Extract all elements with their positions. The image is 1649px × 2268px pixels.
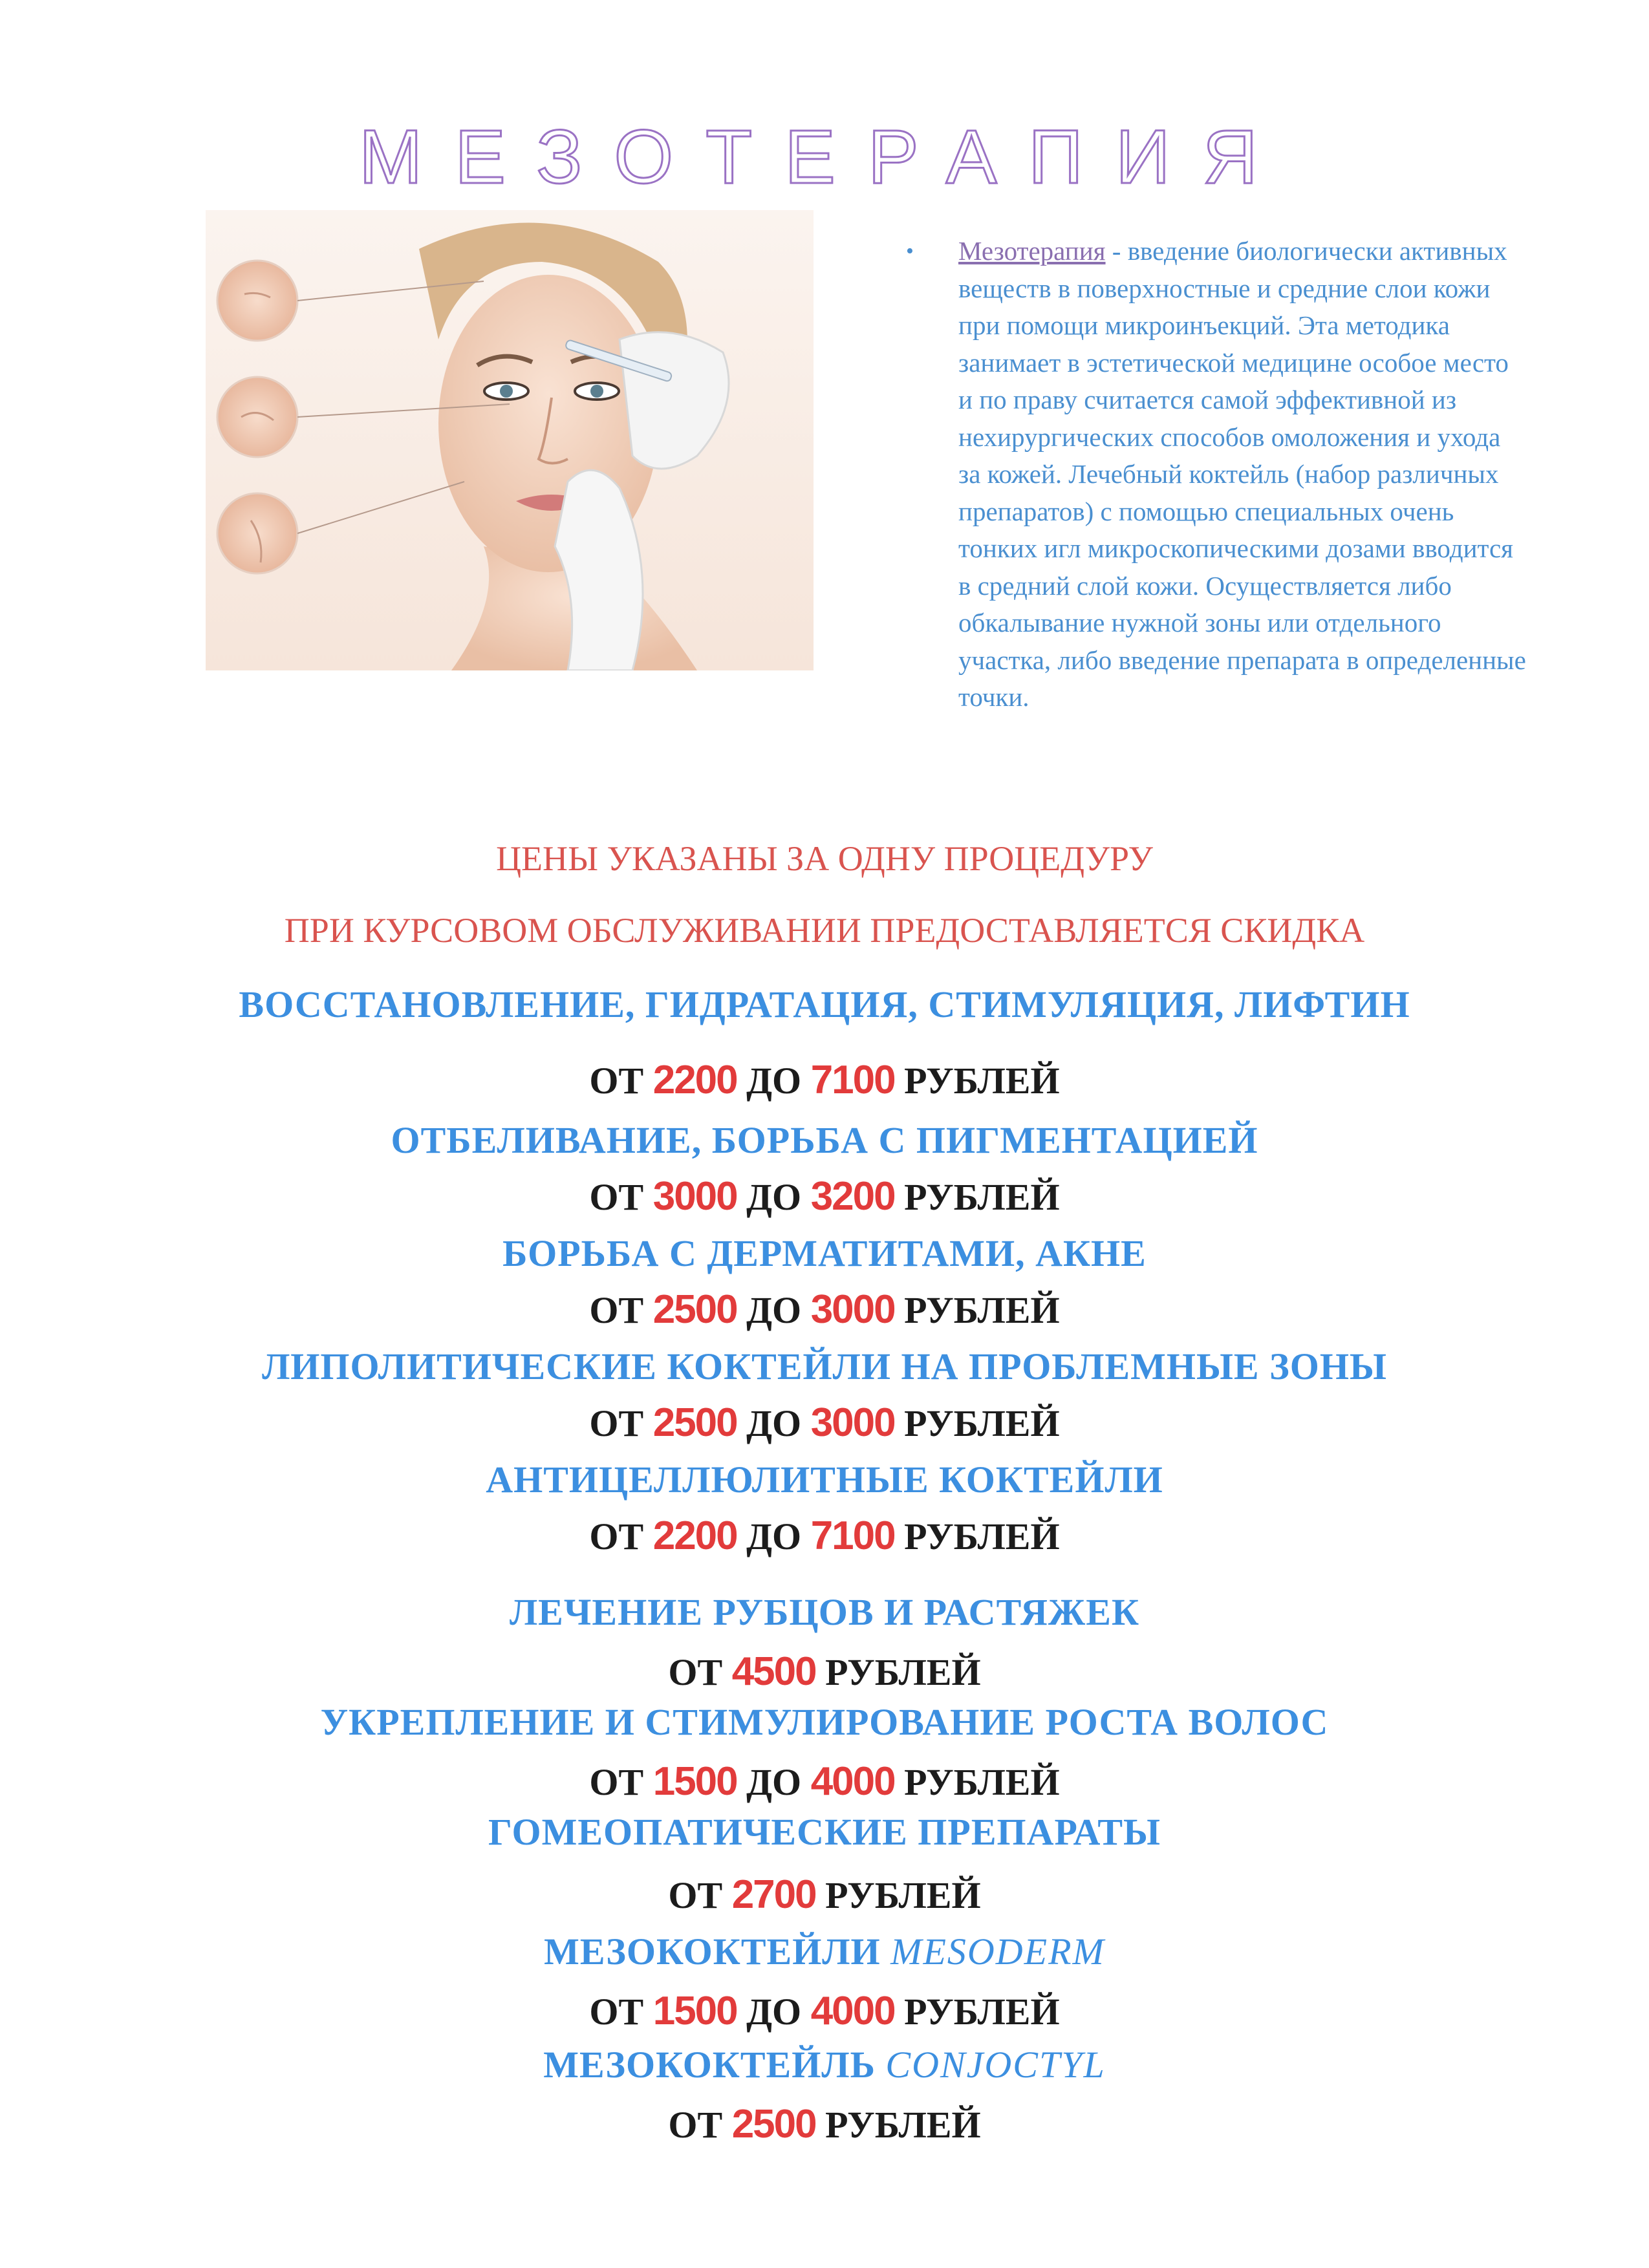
price-currency-label: РУБЛЕЙ [825, 2104, 981, 2146]
service-brand: MESODERM [890, 1931, 1105, 1973]
price-currency-label: РУБЛЕЙ [904, 1515, 1060, 1557]
service-name [0, 1930, 1649, 1973]
price-from-label: ОТ [668, 1874, 723, 1916]
price-to-label: ДО [746, 1176, 802, 1218]
service-name [0, 1590, 1649, 1634]
service-price [0, 1287, 1649, 1332]
service-title: АНТИЦЕЛЛЮЛИТНЫЕ КОКТЕЙЛИ [486, 1459, 1163, 1501]
bullet-icon: • [906, 239, 914, 263]
mesotherapy-photo [206, 210, 814, 670]
price-currency-label: РУБЛЕЙ [904, 1761, 1060, 1803]
service-name [0, 2043, 1649, 2086]
service-price [0, 1173, 1649, 1219]
service-title: ГОМЕОПАТИЧЕСКИЕ ПРЕПАРАТЫ [488, 1811, 1161, 1853]
price-from-value: 2700 [731, 1872, 816, 1917]
price-currency-label: РУБЛЕЙ [825, 1651, 981, 1693]
service-price [0, 1872, 1649, 1918]
description-block [907, 233, 1527, 716]
service-title: МЕЗОКОКТЕЙЛИ [544, 1931, 891, 1973]
price-from-value: 2200 [652, 1514, 737, 1558]
price-from-label: ОТ [668, 1651, 723, 1693]
price-to-value: 7100 [810, 1058, 895, 1102]
price-from-value: 2500 [731, 2102, 816, 2146]
price-currency-label: РУБЛЕЙ [904, 1402, 1060, 1444]
price-from-value: 2200 [652, 1058, 737, 1102]
service-price [0, 1759, 1649, 1804]
price-from-value: 1500 [652, 1989, 737, 2033]
service-name [0, 1232, 1649, 1275]
price-from-value: 1500 [652, 1759, 737, 1804]
price-to-label: ДО [746, 1761, 802, 1803]
service-name [0, 983, 1649, 1026]
service-name [0, 1700, 1649, 1744]
price-to-value: 3000 [810, 1287, 895, 1332]
price-from-label: ОТ [589, 1176, 644, 1218]
price-from-label: ОТ [589, 1515, 644, 1557]
service-price [0, 1649, 1649, 1695]
service-title: БОРЬБА С ДЕРМАТИТАМИ, АКНЕ [502, 1232, 1147, 1274]
service-price [0, 1988, 1649, 2034]
price-from-value: 3000 [652, 1174, 737, 1219]
service-title: ОТБЕЛИВАНИЕ, БОРЬБА С ПИГМЕНТАЦИЕЙ [391, 1119, 1258, 1161]
price-currency-label: РУБЛЕЙ [904, 1060, 1060, 1102]
service-name [0, 1118, 1649, 1162]
price-from-label: ОТ [589, 1289, 644, 1331]
price-from-value: 2500 [652, 1287, 737, 1332]
service-title: ВОССТАНОВЛЕНИЕ, ГИДРАТАЦИЯ, СТИМУЛЯЦИЯ, ЛИФТИН [239, 983, 1410, 1025]
notice-course-discount: ПРИ КУРСОВОМ ОБСЛУЖИВАНИИ ПРЕДОСТАВЛЯЕТСЯ СКИДКА [284, 911, 1365, 950]
service-price [0, 2101, 1649, 2147]
price-currency-label: РУБЛЕЙ [904, 1176, 1060, 1218]
price-from-label: ОТ [589, 1060, 644, 1102]
price-to-value: 3000 [810, 1400, 895, 1445]
description-text [958, 233, 1527, 716]
price-from-label: ОТ [589, 1761, 644, 1803]
page-title: МЕЗОТЕРАПИЯ [359, 114, 1290, 200]
service-name [0, 1345, 1649, 1388]
price-to-label: ДО [746, 1289, 802, 1331]
price-to-value: 4000 [810, 1759, 895, 1804]
service-title: МЕЗОКОКТЕЙЛЬ [543, 2044, 886, 2086]
price-to-value: 4000 [810, 1989, 895, 2033]
service-title: ЛИПОЛИТИЧЕСКИЕ КОКТЕЙЛИ НА ПРОБЛЕМНЫЕ ЗОНЫ [262, 1345, 1387, 1387]
price-from-value: 4500 [731, 1649, 816, 1694]
service-title: ЛЕЧЕНИЕ РУБЦОВ И РАСТЯЖЕК [509, 1591, 1140, 1633]
service-name [0, 1458, 1649, 1501]
price-from-value: 2500 [652, 1400, 737, 1445]
description-body: - введение биологически активных веществ в поверхностные и средние слои кожи при помощи микроинъекций. Эта методика занимает в эстетической медицине особое место и по праву считается самой эффективной из нехирургических способов омоложения и ухода за кожей. Лечебный коктейль (набор различных препаратов) с помощью специальных очень тонких игл микроскопическими дозами вводится в средний слой кожи. Осуществляется либо обкалывание нужной зоны или отдельного участка, либо введение препарата в определенные точки. [958, 236, 1526, 712]
price-to-value: 7100 [810, 1514, 895, 1558]
service-price [0, 1400, 1649, 1446]
price-to-label: ДО [746, 1060, 802, 1102]
price-to-label: ДО [746, 1515, 802, 1557]
price-currency-label: РУБЛЕЙ [825, 1874, 981, 1916]
price-currency-label: РУБЛЕЙ [904, 1289, 1060, 1331]
service-price [0, 1513, 1649, 1559]
price-from-label: ОТ [589, 1402, 644, 1444]
service-price [0, 1057, 1649, 1103]
notice-per-procedure: ЦЕНЫ УКАЗАНЫ ЗА ОДНУ ПРОЦЕДУРУ [496, 839, 1153, 878]
price-currency-label: РУБЛЕЙ [904, 1991, 1060, 2033]
price-to-label: ДО [746, 1402, 802, 1444]
price-from-label: ОТ [589, 1991, 644, 2033]
price-to-value: 3200 [810, 1174, 895, 1219]
service-brand: CONJOCTYL [885, 2044, 1106, 2086]
service-title: УКРЕПЛЕНИЕ И СТИМУЛИРОВАНИЕ РОСТА ВОЛОС [320, 1701, 1329, 1743]
description-term-link[interactable]: Мезотерапия [958, 236, 1106, 266]
service-name [0, 1810, 1649, 1854]
price-to-label: ДО [746, 1991, 802, 2033]
price-from-label: ОТ [668, 2104, 723, 2146]
